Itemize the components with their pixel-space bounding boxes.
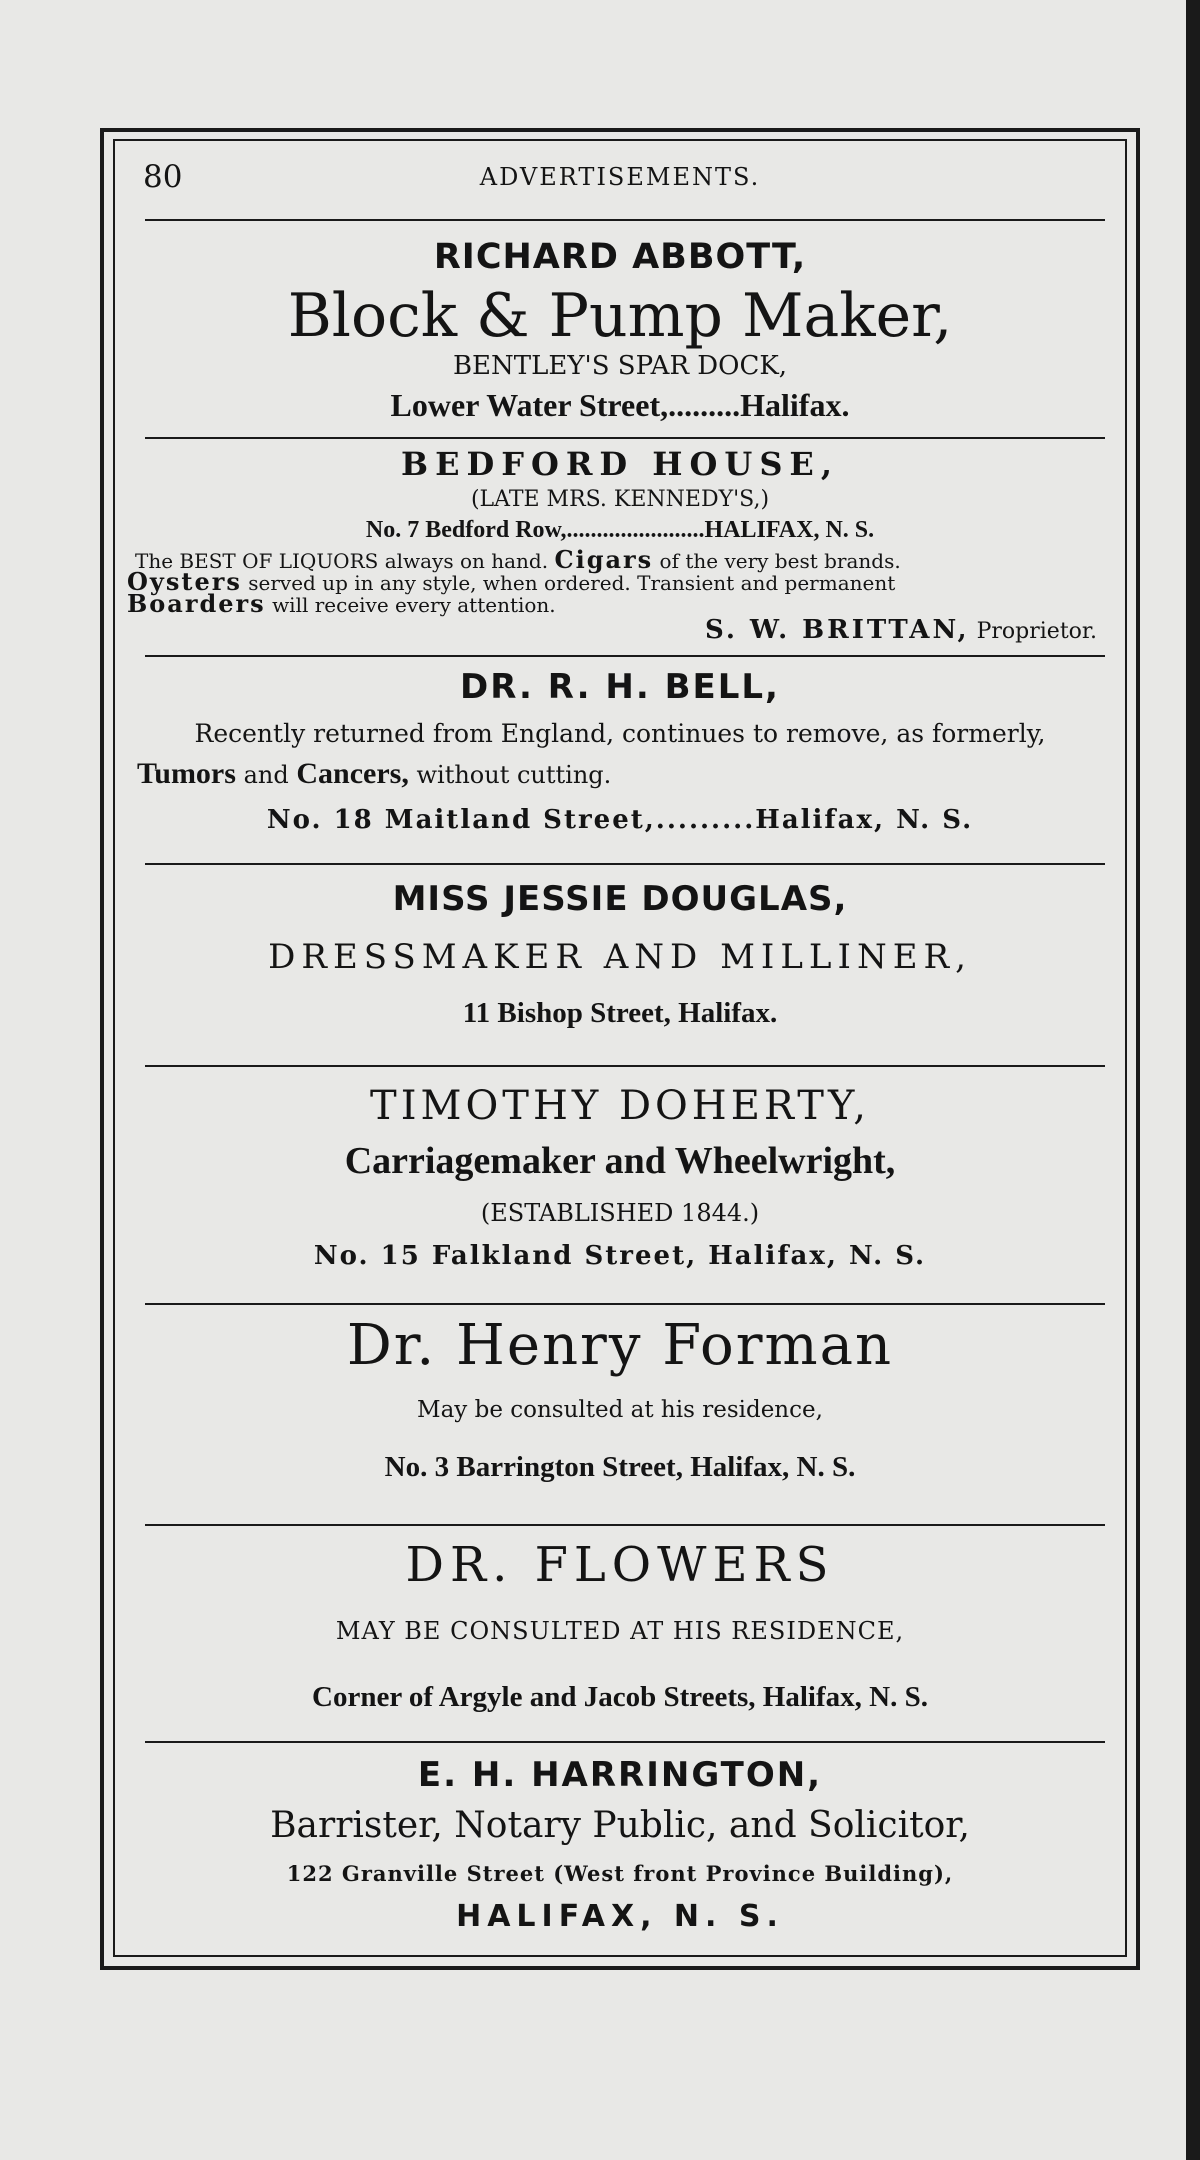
divider [145, 863, 1105, 865]
doherty-name: TIMOTHY DOHERTY, [370, 1083, 870, 1129]
bell-and: and [243, 761, 289, 789]
forman-line-1: May be consulted at his residence, [417, 1397, 823, 1423]
abbott-trade: Block & Pump Maker, [287, 281, 953, 351]
harrington-name: E. H. HARRINGTON, [417, 1755, 823, 1795]
bell-line-1: Recently returned from England, continues to remove, as formerly, [194, 719, 1046, 748]
doherty-trade: Carriagemaker and Wheelwright, [344, 1140, 896, 1182]
bedford-cigars: Cigars [554, 545, 654, 574]
bedford-boarders-desc: will receive every attention. [272, 593, 556, 617]
page-edge-shadow [1186, 0, 1200, 2160]
divider [145, 1303, 1105, 1305]
bedford-cigars-desc: of the very best brands. [659, 549, 901, 573]
abbott-name: RICHARD ABBOTT, [433, 237, 807, 277]
harrington-trade: Barrister, Notary Public, and Solicitor, [270, 1805, 970, 1846]
bedford-oysters: Oysters [127, 567, 242, 596]
flowers-line-1: MAY BE CONSULTED AT HIS RESIDENCE, [335, 1617, 905, 1645]
divider [145, 1741, 1105, 1743]
harrington-city: HALIFAX, N. S. [456, 1899, 784, 1934]
bell-line-2 [115, 757, 1125, 791]
douglas-trade: DRESSMAKER AND MILLINER, [268, 937, 972, 977]
bedford-proprietor [115, 615, 1125, 645]
advertisement-frame [100, 128, 1140, 1970]
doherty-established: (ESTABLISHED 1844.) [480, 1199, 760, 1227]
harrington-address: 122 Granville Street (West front Province Building), [286, 1861, 954, 1886]
bedford-liquors: The BEST OF LIQUORS always on hand. [135, 549, 549, 573]
bedford-name: BEDFORD HOUSE, [401, 445, 839, 483]
bedford-formerly: (LATE MRS. KENNEDY'S,) [470, 487, 770, 512]
bell-tumors: Tumors [137, 757, 236, 790]
forman-address: No. 3 Barrington Street, Halifax, N. S. [384, 1451, 856, 1483]
page-number: 80 [143, 159, 183, 195]
advertisement-inner-border [113, 139, 1127, 1957]
running-head: ADVERTISEMENTS. [479, 163, 761, 191]
bedford-line-3 [127, 589, 1125, 618]
bedford-proprietor-name: S. W. BRITTAN, [704, 615, 970, 645]
douglas-name: MISS JESSIE DOUGLAS, [392, 879, 848, 919]
forman-name: Dr. Henry Forman [346, 1313, 894, 1378]
divider [145, 437, 1105, 439]
divider [145, 1524, 1105, 1526]
bell-without: without cutting. [416, 761, 612, 789]
douglas-address: 11 Bishop Street, Halifax. [462, 997, 778, 1029]
bell-cancers: Cancers, [296, 757, 409, 790]
divider [145, 219, 1105, 221]
bell-name: DR. R. H. BELL, [460, 667, 780, 707]
bell-address: No. 18 Maitland Street,.........Halifax, N. S. [266, 805, 974, 835]
abbott-place: BENTLEY'S SPAR DOCK, [452, 351, 788, 381]
doherty-address: No. 15 Falkland Street, Halifax, N. S. [313, 1241, 927, 1271]
flowers-address: Corner of Argyle and Jacob Streets, Halifax, N. S. [312, 1681, 928, 1713]
bedford-address: No. 7 Bedford Row,.......................HALIFAX, N. S. [365, 517, 875, 543]
bedford-proprietor-title: Proprietor. [976, 619, 1097, 644]
bedford-boarders: Boarders [127, 589, 266, 618]
abbott-address: Lower Water Street,.........Halifax. [390, 387, 850, 423]
bedford-oysters-desc: served up in any style, when ordered. Transient and permanent [248, 571, 896, 595]
divider [145, 655, 1105, 657]
divider [145, 1065, 1105, 1067]
flowers-name: DR. FLOWERS [405, 1537, 835, 1593]
